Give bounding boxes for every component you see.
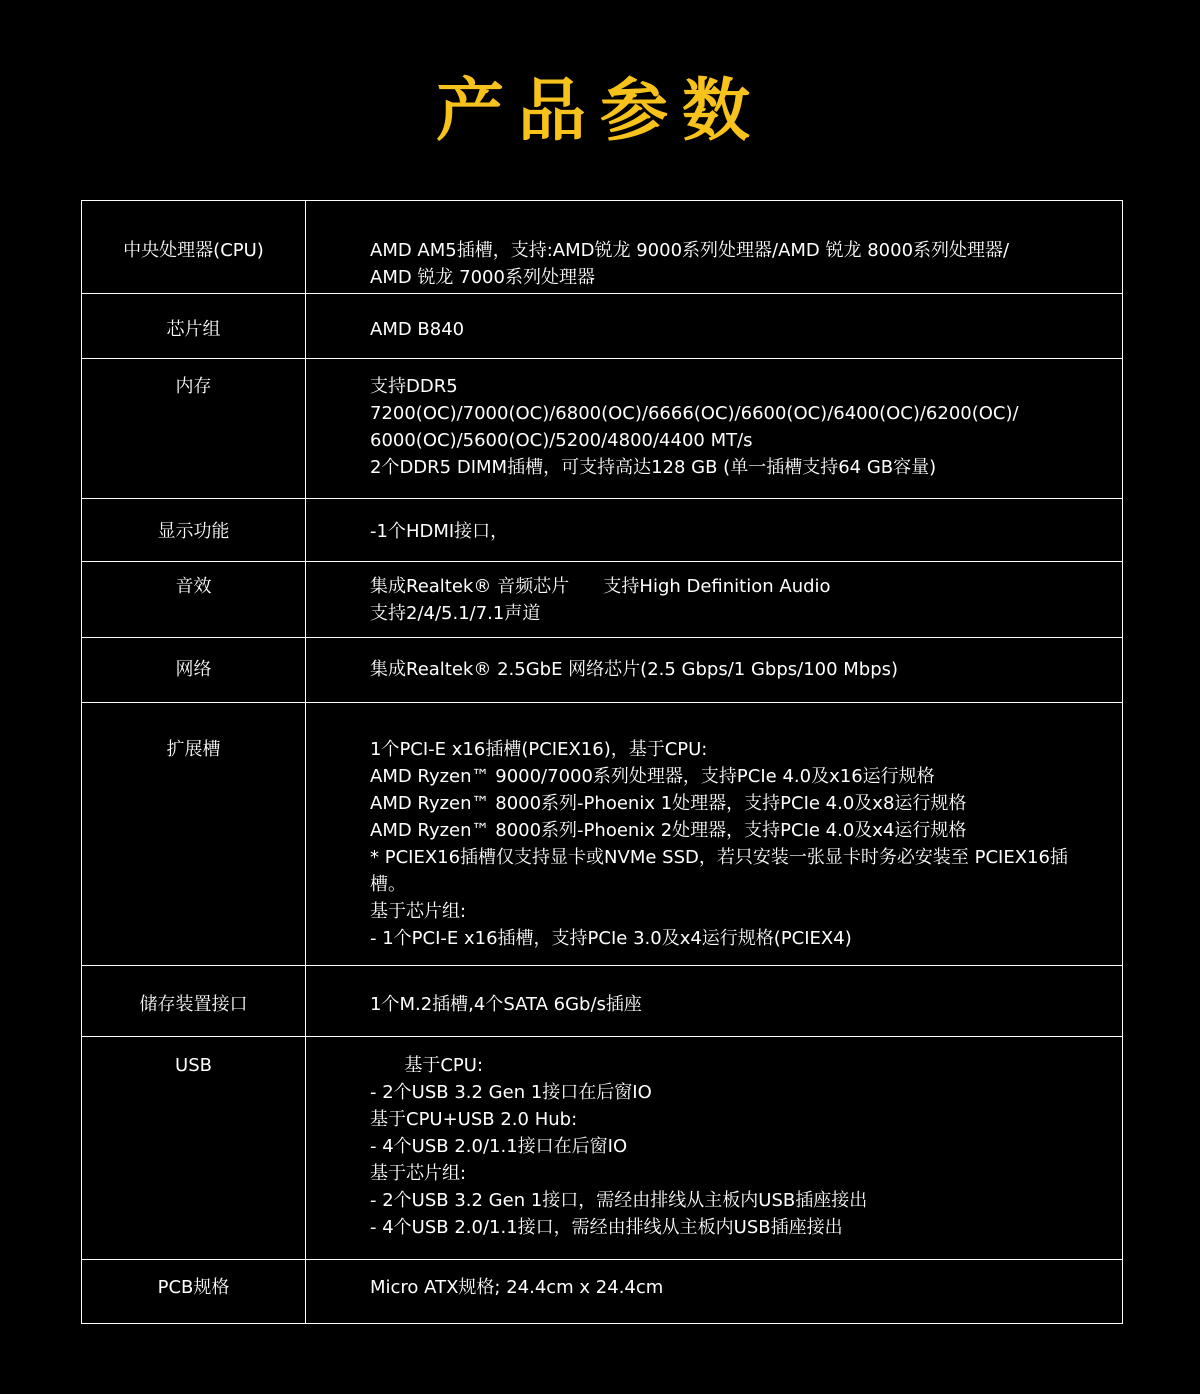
spec-value-line: - 2个USB 3.2 Gen 1接口，需经由排线从主板内USB插座接出 <box>370 1190 868 1211</box>
spec-value-line: 集成Realtek® 2.5GbE 网络芯片(2.5 Gbps/1 Gbps/100 Mbps) <box>370 659 899 680</box>
spec-value-line: AMD AM5插槽，支持:AMD锐龙 9000系列处理器/AMD 锐龙 8000系列处理器/ <box>370 240 1010 261</box>
spec-value-line: 支持DDR5 <box>370 376 458 397</box>
spec-value-line: 槽。 <box>370 874 406 895</box>
spec-label: 音效 <box>82 562 306 637</box>
spec-value-line: - 2个USB 3.2 Gen 1接口在后窗IO <box>370 1082 652 1103</box>
spec-row-storage <box>82 966 1122 1037</box>
spec-value-line: * PCIEX16插槽仅支持显卡或NVMe SSD，若只安装一张显卡时务必安装至 PCIEX16插 <box>370 847 1068 868</box>
spec-value-line: 基于芯片组: <box>370 901 467 922</box>
spec-row-chipset <box>82 294 1122 359</box>
spec-value <box>306 1260 1122 1323</box>
spec-value-line: AMD Ryzen™ 8000系列-Phoenix 1处理器，支持PCIe 4.0及x8运行规格 <box>370 793 967 814</box>
spec-value-line: AMD Ryzen™ 9000/7000系列处理器，支持PCIe 4.0及x16运行规格 <box>370 766 935 787</box>
spec-value-line: 1个M.2插槽,4个SATA 6Gb/s插座 <box>370 994 642 1015</box>
spec-row-cpu <box>82 201 1122 294</box>
spec-value-line: 6000(OC)/5600(OC)/5200/4800/4400 MT/s <box>370 430 753 451</box>
spec-label: USB <box>82 1037 306 1259</box>
spec-row-usb <box>82 1037 1122 1260</box>
spec-value <box>306 703 1122 965</box>
spec-row-expansion <box>82 703 1122 966</box>
spec-value <box>306 966 1122 1036</box>
spec-value <box>306 294 1122 358</box>
spec-value-line: - 4个USB 2.0/1.1接口，需经由排线从主板内USB插座接出 <box>370 1217 843 1238</box>
spec-label: 扩展槽 <box>82 703 306 965</box>
spec-value <box>306 359 1122 498</box>
spec-row-audio <box>82 562 1122 638</box>
page-title: 产品参数 <box>435 72 764 151</box>
spec-label: 中央处理器(CPU) <box>82 201 306 293</box>
spec-value-line: 基于芯片组: <box>370 1163 467 1184</box>
spec-table <box>81 200 1123 1324</box>
spec-value <box>306 499 1122 561</box>
spec-value-line: - 4个USB 2.0/1.1接口在后窗IO <box>370 1136 628 1157</box>
spec-value-line: 集成Realtek® 音频芯片 支持High Definition Audio <box>370 576 831 597</box>
spec-row-pcb <box>82 1260 1122 1324</box>
spec-value-line: 支持2/4/5.1/7.1声道 <box>370 603 541 624</box>
spec-value-line: 2个DDR5 DIMM插槽，可支持高达128 GB (单一插槽支持64 GB容量) <box>370 457 937 478</box>
spec-value <box>306 562 1122 637</box>
spec-row-network <box>82 638 1122 703</box>
spec-label: 显示功能 <box>82 499 306 561</box>
spec-value-line: - 1个PCI-E x16插槽，支持PCIe 3.0及x4运行规格(PCIEX4) <box>370 928 852 949</box>
spec-row-memory <box>82 359 1122 499</box>
spec-value <box>306 1037 1122 1259</box>
spec-label: 网络 <box>82 638 306 702</box>
spec-value-line: AMD 锐龙 7000系列处理器 <box>370 267 595 288</box>
spec-value <box>306 201 1122 293</box>
spec-value-line: 7200(OC)/7000(OC)/6800(OC)/6666(OC)/6600(OC)/6400(OC)/6200(OC)/ <box>370 403 1019 424</box>
spec-row-display <box>82 499 1122 562</box>
spec-label: 内存 <box>82 359 306 498</box>
spec-value-line: 基于CPU: <box>370 1055 484 1076</box>
spec-label: 芯片组 <box>82 294 306 358</box>
spec-value-line: 1个PCI-E x16插槽(PCIEX16)，基于CPU: <box>370 739 708 760</box>
spec-value-line: AMD Ryzen™ 8000系列-Phoenix 2处理器，支持PCIe 4.0及x4运行规格 <box>370 820 967 841</box>
spec-label: PCB规格 <box>82 1260 306 1323</box>
spec-value-line: Micro ATX规格; 24.4cm x 24.4cm <box>370 1277 664 1298</box>
spec-value-line: 基于CPU+USB 2.0 Hub: <box>370 1109 578 1130</box>
spec-value-line: -1个HDMI接口， <box>370 521 509 542</box>
spec-label: 储存装置接口 <box>82 966 306 1036</box>
spec-value <box>306 638 1122 702</box>
spec-value-line: AMD B840 <box>370 319 465 340</box>
